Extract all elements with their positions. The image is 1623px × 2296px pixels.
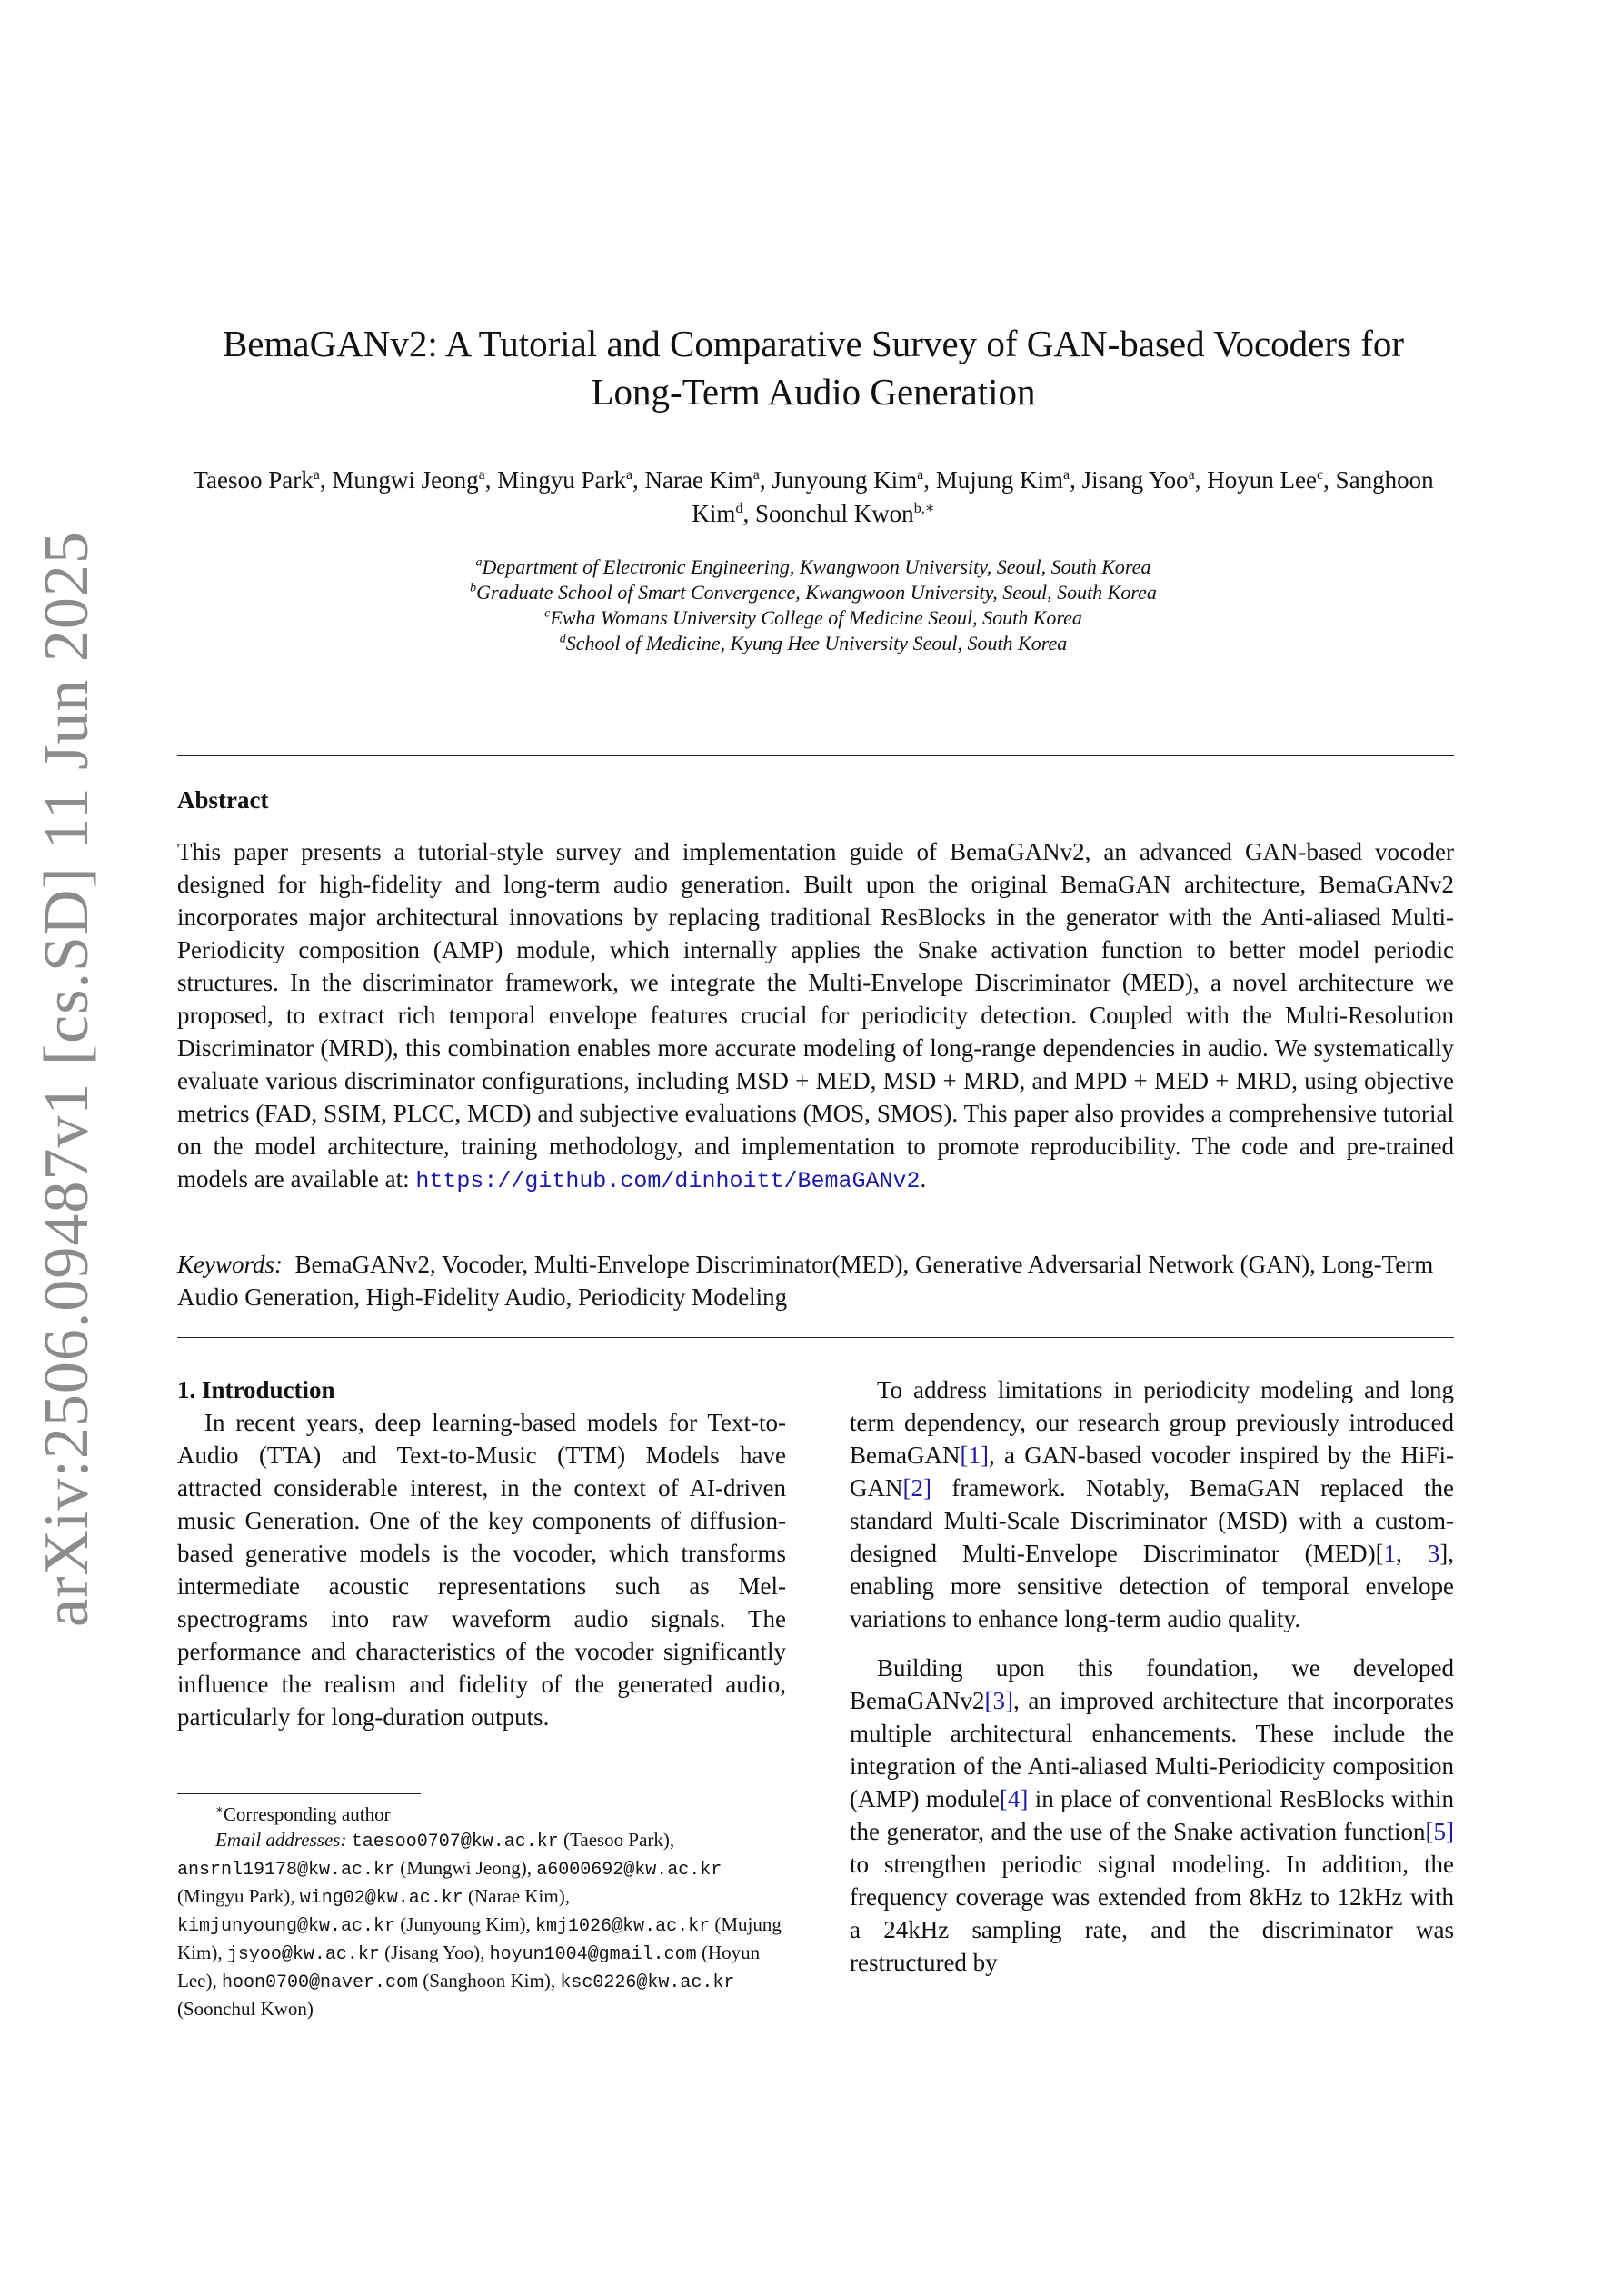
column-left [177, 1373, 786, 1733]
title-line-2: Long-Term Audio Generation [591, 371, 1036, 413]
intro-paragraph-3: Building upon this foundation, we developed BemaGANv2[3], an improved architecture that incorporates multiple architectural enhancements. These include the integration of the Anti-aliased Multi-Periodicity composition (AMP) module[4] in place of conventional ResBlocks within the generator, and the use of the Snake activation function[5] to strengthen periodic signal modeling. In addition, the frequency coverage was extended from 8kHz to 12kHz with a 24kHz sampling rate, and the discriminator was restructured by [850, 1654, 1455, 1976]
author: Narae Kim$^a$ [644, 466, 760, 494]
affiliation-list [177, 554, 1449, 656]
author: Taesoo Park$^a$ [193, 466, 320, 494]
citation-link[interactable]: 1 [1383, 1540, 1397, 1567]
footnote [177, 1802, 786, 2021]
author: Mungwi Jeong$^a$ [332, 466, 485, 494]
column-right [850, 1373, 1454, 1979]
footnote-divider [177, 1793, 421, 1794]
citation-link[interactable]: [1] [960, 1442, 989, 1469]
keywords-text: BemaGANv2, Vocoder, Multi-Envelope Discriminator(MED), Generative Adversarial Network (GAN), Long-Term Audio Generation, High-Fidelity Audio, Periodicity Modeling [177, 1251, 1434, 1311]
citation-link[interactable]: [5] [1425, 1818, 1454, 1845]
citation-link[interactable]: 3 [1427, 1540, 1440, 1567]
bottom-divider [177, 1337, 1454, 1338]
affiliation: $^a$Department of Electronic Engineering, Kwangwoon University, Seoul, South Korea [475, 555, 1151, 578]
code-repo-link[interactable]: https://github.com/dinhoitt/BemaGANv2 [415, 1168, 921, 1194]
author: Hoyun Lee$^c$ [1207, 466, 1324, 494]
email-list: Email addresses: taesoo0707@kw.ac.kr (Taesoo Park), ansrnl19178@kw.ac.kr (Mungwi Jeong), a6000692@kw.ac.kr (Mingyu Park), wing02@kw.ac.kr (Narae Kim), kimjunyoung@kw.ac.kr (Junyoung Kim), kmj1026@kw.ac.kr (Mujung Kim), jsyoo@kw.ac.kr (Jisang Yoo), hoyun1004@gmail.com (Hoyun Lee), hoon0700@naver.com (Sanghoon Kim), ksc0226@kw.ac.kr (Soonchul Kwon) [177, 1829, 782, 2020]
keywords-label: Keywords: [177, 1251, 283, 1278]
author: Mujung Kim$^a$ [935, 466, 1070, 494]
abstract-body: This paper presents a tutorial-style survey and implementation guide of BemaGANv2, an advanced GAN-based vocoder designed for high-fidelity and long-term audio generation. Built upon the original BemaGAN architecture, BemaGANv2 incorporates major architectural innovations by replacing traditional ResBlocks in the generator with the Anti-aliased Multi-Periodicity composition (AMP) module, which internally applies the Snake activation function to better model periodic structures. In the discriminator framework, we integrate the Multi-Envelope Discriminator (MED), a novel architecture we proposed, to extract rich temporal envelope features crucial for periodicity detection. Coupled with the Multi-Resolution Discriminator (MRD), this combination enables more accurate modeling of long-range dependencies in audio. We systematically evaluate various discriminator configurations, including MSD + MED, MSD + MRD, and MPD + MED + MRD, using objective metrics (FAD, SSIM, PLCC, MCD) and subjective evaluations (MOS, SMOS). This paper also provides a comprehensive tutorial on the model architecture, training methodology, and implementation to promote reproducibility. The code and pre-trained models are available at: https://github.com/dinhoitt/BemaGANv2. [177, 838, 1454, 1194]
citation-link[interactable]: [4] [999, 1785, 1029, 1812]
author-list: Taesoo Park$^a$, Mungwi Jeong$^a$, Mingyu Park$^a$, Narae Kim$^a$, Junyoung Kim$^a$, Mujung Kim$^a$, Jisang Yoo$^a$, Hoyun Lee$^c$, Sanghoon Kim$^d$, Soonchul Kwon$^{b,∗}$ [193, 466, 1434, 527]
paper-title [136, 320, 1490, 416]
affiliation: $^b$Graduate School of Smart Convergence, Kwangwoon University, Seoul, South Korea [470, 581, 1157, 604]
citation-link[interactable]: [2] [902, 1474, 931, 1502]
intro-paragraph-1: In recent years, deep learning-based models for Text-to-Audio (TTA) and Text-to-Music (TTM) Models have attracted considerable interest, in the context of AI-driven music Generation. One of the key components of diffusion-based generative models is the vocoder, which transforms intermediate acoustic representations such as Mel-spectrograms into raw waveform audio signals. The performance and characteristics of the vocoder significantly influence the realism and fidelity of the generated audio, particularly for long-duration outputs. [177, 1409, 786, 1731]
author: Mingyu Park$^a$ [497, 466, 633, 494]
affiliation: $^c$Ewha Womans University College of Medicine Seoul, South Korea [544, 606, 1082, 629]
intro-paragraph-2: To address limitations in periodicity modeling and long term dependency, our research group previously introduced BemaGAN[1], a GAN-based vocoder inspired by the HiFi-GAN[2] framework. Notably, BemaGAN replaced the standard Multi-Scale Discriminator (MSD) with a custom-designed Multi-Envelope Discriminator (MED)[1, 3], enabling more sensitive detection of temporal envelope variations to enhance long-term audio quality. [850, 1376, 1454, 1632]
section-heading-introduction: 1. Introduction [177, 1376, 335, 1403]
author: Sanghoon Kim$^d$ [692, 466, 1434, 527]
corresponding-author-note: ∗Corresponding author [215, 1802, 391, 1825]
author: Jisang Yoo$^a$ [1081, 466, 1195, 494]
author: Soonchul Kwon$^{b,∗}$ [754, 500, 935, 527]
abstract-heading: Abstract [177, 786, 269, 814]
citation-link[interactable]: [3] [984, 1687, 1013, 1714]
top-divider [177, 755, 1454, 756]
keywords [177, 1248, 1454, 1313]
author: Junyoung Kim$^a$ [772, 466, 924, 494]
title-line-1: BemaGANv2: A Tutorial and Comparative Survey of GAN-based Vocoders for [222, 323, 1405, 364]
affiliation: $^d$School of Medicine, Kyung Hee University Seoul, South Korea [559, 632, 1068, 654]
arxiv-side-stamp: arXiv:2506.09487v1 [cs.SD] 11 Jun 2025 [32, 531, 102, 1627]
